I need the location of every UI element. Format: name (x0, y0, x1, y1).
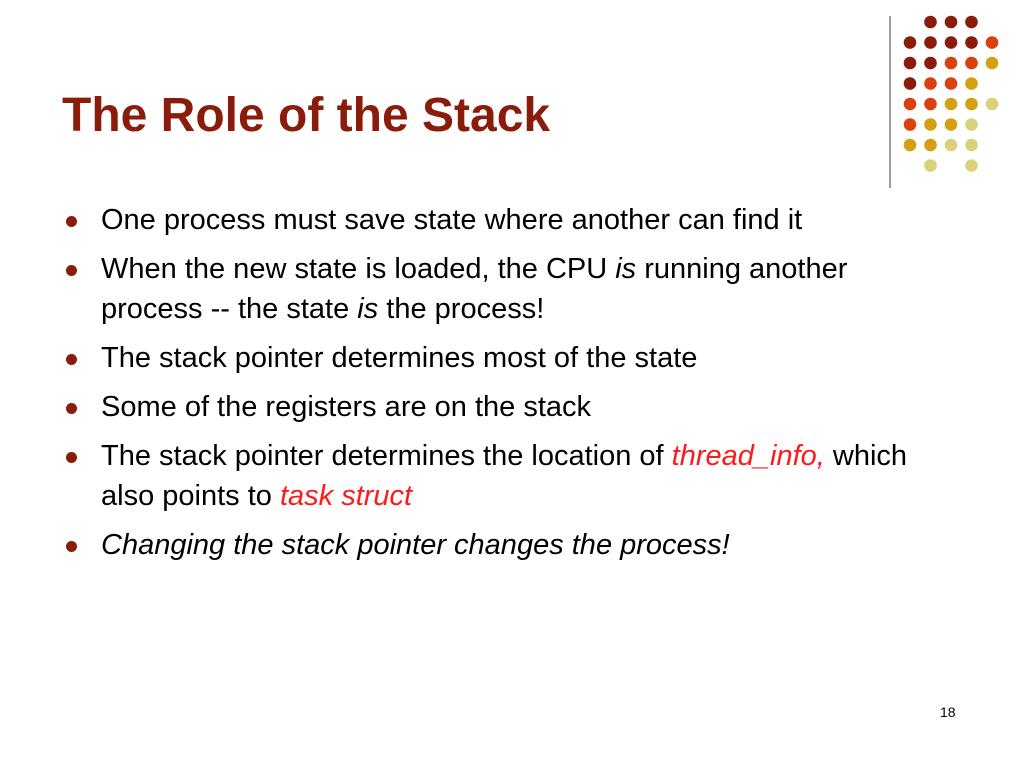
bullet-text: Some of the registers are on the stack (101, 391, 592, 423)
decorative-dot (904, 36, 917, 49)
decorative-dot-grid (900, 8, 1024, 178)
decorative-dot (924, 139, 937, 152)
decorative-dot (924, 159, 937, 172)
vertical-divider (889, 16, 891, 188)
decorative-dot (945, 36, 958, 49)
decorative-dot (945, 57, 958, 70)
bullet-text-part: The stack pointer determines the location of (101, 440, 672, 472)
decorative-dot (904, 57, 917, 70)
bullet-item-4 (62, 387, 942, 427)
bullet-item-2 (62, 249, 942, 329)
decorative-dot (924, 77, 937, 90)
decorative-dot (965, 98, 978, 111)
bullet-item-3 (62, 338, 942, 378)
decorative-dot (924, 98, 937, 111)
decorative-dot (945, 77, 958, 90)
bullet-item-1 (62, 200, 942, 240)
decorative-dot (904, 139, 917, 152)
page-number: 18 (940, 704, 956, 720)
decorative-dot (965, 36, 978, 49)
decorative-dot (965, 139, 978, 152)
bullet-text-part: When the new state is loaded, the CPU (101, 253, 616, 285)
decorative-dot (965, 159, 978, 172)
bullet-italic-emphasis: is (615, 253, 637, 285)
slide-title: The Role of the Stack (62, 89, 551, 142)
bullet-marker (66, 403, 77, 414)
decorative-dot (904, 118, 917, 131)
decorative-dot (904, 77, 917, 90)
bullet-marker (66, 265, 77, 276)
decorative-dot (924, 118, 937, 131)
bullet-marker (66, 452, 77, 463)
decorative-dot (924, 57, 937, 70)
task-struct-term: task struct (279, 480, 413, 512)
bullet-text: The stack pointer determines most of the state (101, 342, 698, 374)
decorative-dot (924, 16, 937, 29)
decorative-dot (945, 98, 958, 111)
bullet-marker (66, 541, 77, 552)
decorative-dot (945, 118, 958, 131)
bullet-item-6 (62, 525, 942, 565)
decorative-dot (965, 57, 978, 70)
decorative-dot (945, 16, 958, 29)
decorative-dot (965, 77, 978, 90)
decorative-dot (945, 139, 958, 152)
decorative-dot (986, 98, 999, 111)
decorative-dot (924, 36, 937, 49)
bullet-marker (66, 354, 77, 365)
decorative-dot (965, 16, 978, 29)
bullet-text: Changing the stack pointer changes the process! (101, 529, 730, 561)
bullet-item-5 (62, 436, 942, 516)
decorative-dot (986, 36, 999, 49)
bullet-text-part: running another process -- the state (101, 253, 848, 325)
decorative-dot (904, 98, 917, 111)
bullet-text: One process must save state where another can find it (101, 204, 803, 236)
bullet-italic-emphasis: is (357, 293, 379, 325)
bullet-text-part: the process! (378, 293, 545, 325)
decorative-dot (986, 57, 999, 70)
thread-info-term: thread_info, (671, 440, 825, 472)
bullet-marker (66, 216, 77, 227)
bullet-list (62, 200, 942, 574)
bullet-text-part: which also points to (101, 440, 908, 512)
decorative-dot (965, 118, 978, 131)
